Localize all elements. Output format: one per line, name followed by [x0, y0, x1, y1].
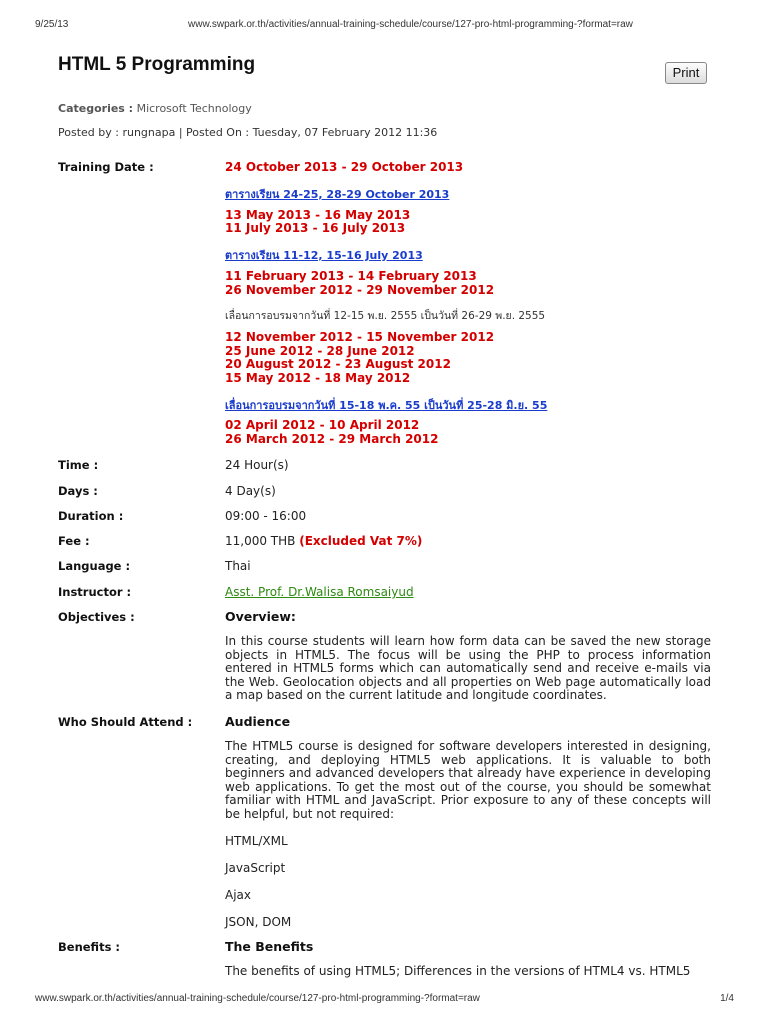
training-date: 12 November 2012 - 15 November 2012 [225, 330, 495, 344]
print-footer-url: www.swpark.or.th/activities/annual-training-schedule/course/127-pro-html-programming-?format=raw [35, 993, 480, 1004]
time-label: Time : [58, 458, 99, 472]
training-date: 26 November 2012 - 29 November 2012 [225, 283, 495, 297]
training-date-label: Training Date : [58, 160, 154, 174]
days-label: Days : [58, 484, 98, 498]
benefits-heading: The Benefits [225, 939, 314, 954]
schedule-link-october[interactable]: ตารางเรียน 24-25, 28-29 October 2013 [225, 188, 450, 201]
print-button[interactable]: Print [665, 62, 707, 84]
days-value: 4 Day(s) [225, 484, 276, 498]
training-date: 13 May 2013 - 16 May 2013 [225, 208, 411, 222]
prereq-item: Ajax [225, 888, 251, 902]
fee-vat-note: (Excluded Vat 7%) [299, 534, 423, 548]
training-date: 11 July 2013 - 16 July 2013 [225, 221, 406, 235]
training-date: 02 April 2012 - 10 April 2012 [225, 418, 420, 432]
page-number: 1/4 [720, 993, 734, 1004]
reschedule-note: เลื่อนการอบรมจากวันที่ 12-15 พ.ย. 2555 เป็นวันที่ 26-29 พ.ย. 2555 [225, 310, 546, 322]
duration-value: 09:00 - 16:00 [225, 509, 307, 523]
categories-value: Microsoft Technology [136, 102, 252, 115]
duration-label: Duration : [58, 509, 124, 523]
training-date: 24 October 2013 - 29 October 2013 [225, 160, 464, 174]
prereq-item: JavaScript [225, 861, 286, 875]
print-date: 9/25/13 [35, 19, 69, 30]
prereq-item: HTML/XML [225, 834, 288, 848]
training-date: 15 May 2012 - 18 May 2012 [225, 371, 411, 385]
training-date: 20 August 2012 - 23 August 2012 [225, 357, 451, 371]
time-value: 24 Hour(s) [225, 458, 289, 472]
training-date: 25 June 2012 - 28 June 2012 [225, 344, 415, 358]
objectives-heading: Overview: [225, 609, 296, 624]
attend-label: Who Should Attend : [58, 715, 193, 729]
fee-label: Fee : [58, 534, 90, 548]
language-value: Thai [225, 559, 251, 573]
instructor-link[interactable]: Asst. Prof. Dr.Walisa Romsaiyud [225, 585, 414, 599]
attend-text: The HTML5 course is designed for software developers interested in designing, creating, and deploying HTML5 web applications. It is valuable to both beginners and advanced developers that already have experience in developing web applications. To get the most out of the course, you should be somewhat familiar with HTML and JavaScript. Prior exposure to any of these concepts will be helpful, but not required: [225, 739, 711, 821]
benefits-text: The benefits of using HTML5; Differences in the versions of HTML4 vs. HTML5 [225, 964, 691, 978]
fee [225, 534, 711, 548]
categories-label: Categories : [58, 102, 134, 115]
schedule-link-july[interactable]: ตารางเรียน 11-12, 15-16 July 2013 [225, 249, 423, 262]
posted-info: Posted by : rungnapa | Posted On : Tuesday, 07 February 2012 11:36 [58, 126, 438, 139]
training-date: 11 February 2013 - 14 February 2013 [225, 269, 477, 283]
objectives-text: In this course students will learn how form data can be saved the new storage objects in HTML5. The focus will be using the PHP to process information entered in HTML5 forms which can automatically send and receive e-mails via the Web. Geolocation objects and all properties on Web page automatically load a map based on the current latitude and longitude coordinates. [225, 634, 711, 702]
language-label: Language : [58, 559, 131, 573]
reschedule-link-may[interactable]: เลื่อนการอบรมจากวันที่ 15-18 พ.ค. 55 เป็นวันที่ 25-28 มิ.ย. 55 [225, 399, 548, 412]
benefits-label: Benefits : [58, 940, 121, 954]
fee-value: 11,000 THB [225, 534, 296, 548]
categories [58, 102, 252, 115]
objectives-label: Objectives : [58, 610, 135, 624]
page-title: HTML 5 Programming [58, 54, 256, 75]
print-header-url: www.swpark.or.th/activities/annual-training-schedule/course/127-pro-html-programming-?format=raw [188, 19, 633, 30]
training-date: 26 March 2012 - 29 March 2012 [225, 432, 439, 446]
instructor-label: Instructor : [58, 585, 132, 599]
prereq-item: JSON, DOM [225, 915, 292, 929]
attend-heading: Audience [225, 714, 291, 729]
